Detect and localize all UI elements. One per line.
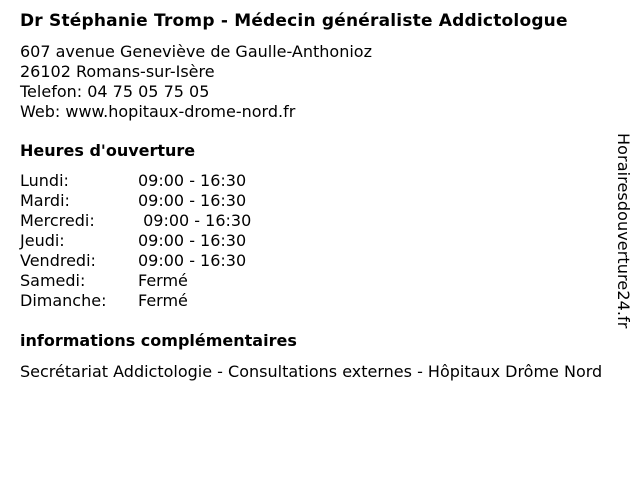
hours-time: 09:00 - 16:30 <box>138 191 247 210</box>
hours-row <box>20 191 251 211</box>
hours-day: Dimanche: <box>20 291 107 310</box>
website: Web: www.hopitaux-drome-nord.fr <box>20 102 296 121</box>
hours-day: Jeudi: <box>20 231 65 250</box>
address-block <box>20 42 632 122</box>
hours-time: 09:00 - 16:30 <box>138 251 247 270</box>
info-heading: informations complémentaires <box>20 331 297 350</box>
hours-time: 09:00 - 16:30 <box>138 211 252 230</box>
hours-row <box>20 271 251 291</box>
hours-row <box>20 171 251 191</box>
opening-hours-table <box>20 171 251 311</box>
hours-time: Fermé <box>138 271 188 290</box>
listing-content <box>20 10 632 382</box>
city-address: 26102 Romans-sur-Isère <box>20 62 215 81</box>
hours-row <box>20 291 251 311</box>
hours-row <box>20 251 251 271</box>
hours-day: Mardi: <box>20 191 70 210</box>
street-address: 607 avenue Geneviève de Gaulle-Anthonioz <box>20 42 372 61</box>
hours-day: Mercredi: <box>20 211 95 230</box>
hours-day: Vendredi: <box>20 251 96 270</box>
hours-day: Samedi: <box>20 271 86 290</box>
page-title: Dr Stéphanie Tromp - Médecin généraliste Addictologue <box>20 11 568 31</box>
info-text: Secrétariat Addictologie - Consultations externes - Hôpitaux Drôme Nord <box>20 362 603 381</box>
hours-time: 09:00 - 16:30 <box>138 231 247 250</box>
hours-time: Fermé <box>138 291 188 310</box>
phone-number: Telefon: 04 75 05 75 05 <box>20 82 210 101</box>
hours-day: Lundi: <box>20 171 69 190</box>
side-brand-text: Horairesdouverture24.fr <box>614 133 633 329</box>
hours-time: 09:00 - 16:30 <box>138 171 247 190</box>
hours-row <box>20 231 251 251</box>
hours-heading: Heures d'ouverture <box>20 141 196 160</box>
hours-row <box>20 211 251 231</box>
